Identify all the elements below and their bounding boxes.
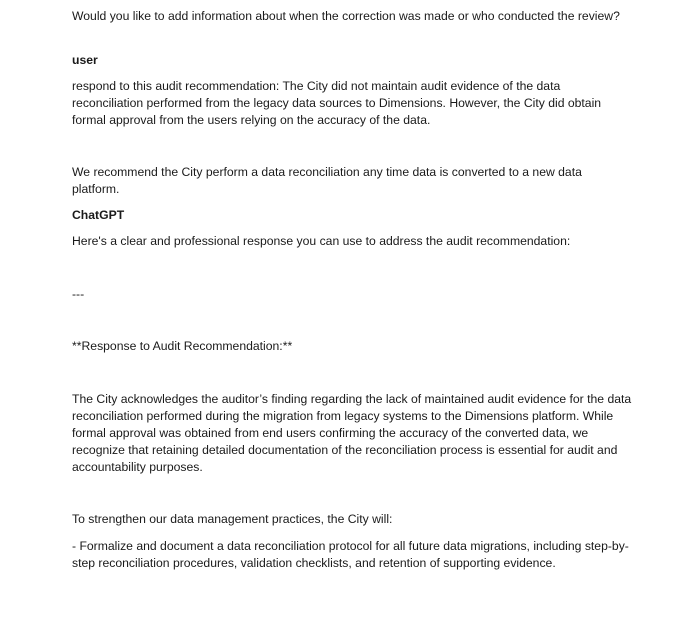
action-item-paragraph: - Formalize and document a data reconciliation protocol for all future data migrations, including step-by-step reconciliation procedures, validation checklists, and retention of supporting evidence. bbox=[72, 539, 629, 570]
assistant-question-paragraph: Would you like to add information about when the correction was made or who conducted the review? bbox=[72, 9, 620, 23]
speaker-label-chatgpt: ChatGPT bbox=[72, 208, 125, 222]
action-intro-paragraph: To strengthen our data management practices, the City will: bbox=[72, 512, 393, 526]
separator-line: --- bbox=[72, 287, 85, 301]
response-body-paragraph: The City acknowledges the auditor’s finding regarding the lack of maintained audit evidence for the data reconciliation performed during the migration from legacy systems to the Dimensions platform. While formal approval was obtained from end users confirming the accuracy of the converted data, we recognize that retaining detailed documentation of the reconciliation process is essential for audit and accountability purposes. bbox=[72, 392, 632, 474]
response-heading: **Response to Audit Recommendation:** bbox=[72, 339, 293, 353]
user-recommendation-paragraph: We recommend the City perform a data reconciliation any time data is converted to a new data platform. bbox=[72, 165, 582, 196]
response-intro-paragraph: Here's a clear and professional response you can use to address the audit recommendation: bbox=[72, 234, 571, 248]
user-prompt-paragraph: respond to this audit recommendation: The City did not maintain audit evidence of the data reconciliation performed from the legacy data sources to Dimensions. However, the City did obtain formal approval from the users relying on the accuracy of the data. bbox=[72, 79, 602, 127]
speaker-label-user: user bbox=[72, 53, 98, 67]
